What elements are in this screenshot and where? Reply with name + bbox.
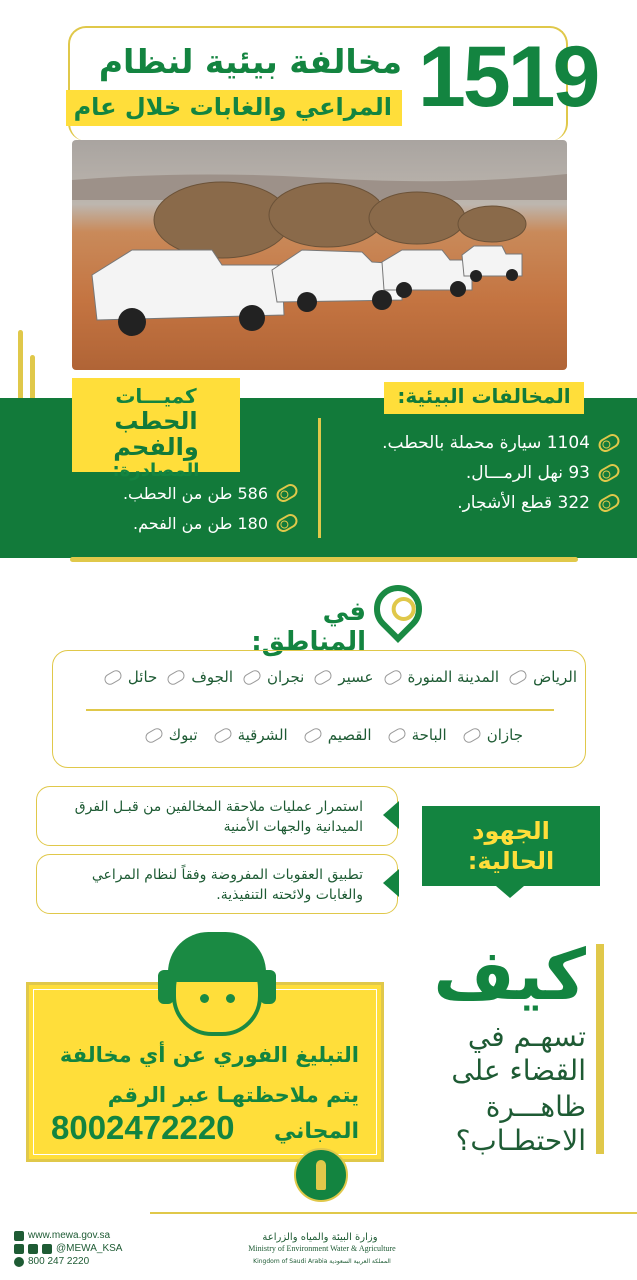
- list-item: 180 طن من الفحم.: [76, 508, 298, 538]
- regions-title: في المناطق:: [251, 597, 366, 657]
- headset-icon: [152, 922, 282, 1042]
- report-line3: المجاني: [273, 1119, 359, 1144]
- report-number: 8002472220: [51, 1109, 235, 1146]
- efforts-badge-tip: [496, 886, 524, 898]
- log-icon: [241, 668, 262, 687]
- log-icon: [302, 726, 323, 745]
- effort-item: تطبيق العقوبات المفروضة وفقاً لنظام المراعي والغابات ولائحته التنفيذية.: [36, 854, 398, 914]
- ministry-emblem: [294, 1148, 348, 1202]
- region-item: عسير: [314, 668, 373, 686]
- phone-icon: [14, 1257, 24, 1267]
- globe-icon: [14, 1231, 24, 1241]
- arrow-icon: [383, 869, 399, 897]
- log-icon: [596, 431, 622, 454]
- region-item: تبوك: [145, 726, 198, 744]
- violations-list: [330, 428, 620, 518]
- trucks-photo: [72, 140, 567, 370]
- region-item: الرياض: [509, 668, 577, 686]
- twitter-icon: [14, 1244, 24, 1254]
- list-item: 322 قطع الأشجار.: [330, 488, 620, 518]
- list-item: 586 طن من الحطب.: [76, 478, 298, 508]
- seized-line3: المصادرة:: [112, 460, 200, 481]
- band-underline: [70, 557, 578, 562]
- violations-count: 1519: [418, 29, 598, 125]
- log-icon: [313, 668, 334, 687]
- footer-social[interactable]: @MEWA_KSA: [14, 1243, 122, 1254]
- ministry-name-ar: وزارة البيئة والمياه والزراعة: [262, 1232, 378, 1243]
- log-icon: [386, 726, 407, 745]
- trucks-illustration: [72, 140, 567, 370]
- list-item: 1104 سيارة محملة بالحطب.: [330, 428, 620, 458]
- how-line: ظاهـــرة: [485, 1090, 586, 1123]
- seized-line2: الحطب والفحم: [113, 407, 199, 461]
- log-icon: [274, 511, 300, 534]
- instagram-icon: [42, 1244, 52, 1254]
- region-item: حائل: [104, 668, 157, 686]
- seized-title-box: [72, 378, 240, 481]
- seized-list: [76, 478, 298, 538]
- log-icon: [274, 481, 300, 504]
- log-icon: [508, 668, 529, 687]
- effort-item: استمرار عمليات ملاحقة المخالفين من قبـل الفرق الميدانية والجهات الأمنية: [36, 786, 398, 846]
- how-title: كيف: [433, 934, 586, 1016]
- footer-website[interactable]: www.mewa.gov.sa: [14, 1230, 110, 1241]
- log-icon: [166, 668, 187, 687]
- log-icon: [596, 461, 622, 484]
- kingdom-label: Kingdom of Saudi Arabia المملكة العربية السعودية: [253, 1258, 391, 1265]
- seized-line1: كميـــات: [115, 384, 197, 408]
- report-line2: يتم ملاحظتهـا عبر الرقم: [107, 1083, 359, 1107]
- location-pin-icon: [364, 575, 432, 643]
- region-item: المدينة المنورة: [384, 668, 500, 686]
- region-item: الشرقية: [214, 726, 288, 744]
- region-item: الباحة: [388, 726, 447, 744]
- footer-phone[interactable]: 800 247 2220: [14, 1256, 89, 1267]
- facebook-icon: [28, 1244, 38, 1254]
- list-item: 93 نهل الرمـــال.: [330, 458, 620, 488]
- how-line: الاحتطـاب؟: [455, 1124, 586, 1157]
- regions-row-1: [104, 668, 577, 686]
- region-item: نجران: [243, 668, 304, 686]
- header-subtitle: المراعي والغابات خلال عام: [66, 90, 402, 126]
- log-icon: [596, 491, 622, 514]
- log-icon: [143, 726, 164, 745]
- log-icon: [382, 668, 403, 687]
- log-icon: [461, 726, 482, 745]
- regions-divider: [86, 709, 554, 711]
- band-divider: [318, 418, 321, 538]
- regions-row-2: [145, 726, 523, 744]
- region-item: الجوف: [167, 668, 233, 686]
- how-accent-bar: [596, 944, 604, 1154]
- regions-header: [210, 585, 426, 657]
- arrow-icon: [383, 801, 399, 829]
- efforts-badge: الجهود الحالية:: [422, 806, 600, 886]
- how-line: القضاء على: [451, 1054, 586, 1087]
- region-item: القصيم: [304, 726, 372, 744]
- log-icon: [212, 726, 233, 745]
- report-line1: التبليغ الفوري عن أي مخالفة: [59, 1043, 359, 1067]
- header-title: مخالفة بيئية لنظام: [98, 42, 402, 81]
- footer-line: [150, 1212, 637, 1214]
- ministry-name-en: Ministry of Environment Water & Agriculture: [248, 1244, 396, 1253]
- violations-title: المخالفات البيئية:: [384, 382, 584, 414]
- log-icon: [102, 668, 123, 687]
- region-item: جازان: [463, 726, 523, 744]
- how-line: تسهـم في: [467, 1020, 586, 1053]
